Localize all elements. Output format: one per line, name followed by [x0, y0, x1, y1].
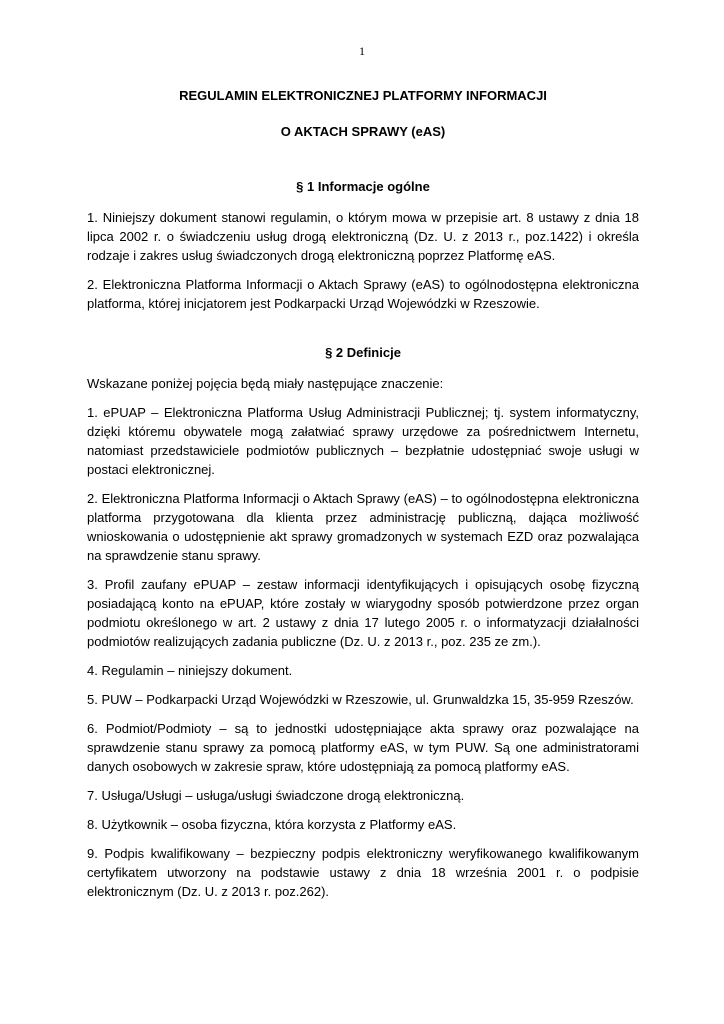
section-1-paragraph-2: 2. Elektroniczna Platforma Informacji o Aktach Sprawy (eAS) to ogólnodostępna elektroniczna platforma, której inicjatorem jest Podkarpacki Urząd Wojewódzki w Rzeszowie.: [87, 277, 639, 311]
document-title-line-1: REGULAMIN ELEKTRONICZNEJ PLATFORMY INFORMACJI: [179, 88, 547, 103]
document-title-line-2: O AKTACH SPRAWY (eAS): [280, 124, 446, 139]
definition-podmiot: 6. Podmiot/Podmioty – są to jednostki udostępniające akta sprawy oraz pozwalające na sprawdzenie stanu sprawy za pomocą platformy eAS, w tym PUW. Są one administratorami danych osobowych w zakresie spraw, które udostępniają za pomocą platformy eAS.: [87, 721, 639, 774]
definition-epuap: 1. ePUAP – Elektroniczna Platforma Usług Administracji Publicznej; tj. system informatyczny, dzięki któremu obywatele mogą załatwiać sprawy urzędowe za pośrednictwem Internetu, natomiast przedstawiciele podmiotów publicznych – bezpłatnie udostępniać swoje usługi w postaci elektronicznej.: [87, 405, 639, 477]
definition-regulamin: 4. Regulamin – niniejszy dokument.: [87, 663, 293, 678]
page-number: 1: [359, 44, 365, 58]
document-body: [87, 86, 639, 911]
definition-puw: 5. PUW – Podkarpacki Urząd Wojewódzki w Rzeszowie, ul. Grunwaldzka 15, 35-959 Rzeszów.: [87, 692, 634, 707]
definition-podpis-kwalifikowany: 9. Podpis kwalifikowany – bezpieczny podpis elektroniczny weryfikowanego kwalifikowanym certyfikatem utworzony na podstawie ustawy z dnia 18 września 2001 r. o podpisie elektronicznym (Dz. U. z 2013 r. poz.262).: [87, 846, 639, 899]
section-2-heading: § 2 Definicje: [325, 345, 401, 360]
definition-eas: 2. Elektroniczna Platforma Informacji o Aktach Sprawy (eAS) – to ogólnodostępna elektroniczna platforma przygotowana dla klienta przez administrację publiczną, dająca możliwość wnioskowania o udostępnienie akt sprawy gromadzonych w systemach EZD oraz pozwalająca na sprawdzenie stanu sprawy.: [87, 491, 639, 563]
definition-usluga: 7. Usługa/Usługi – usługa/usługi świadczone drogą elektroniczną.: [87, 788, 465, 803]
section-1-heading: § 1 Informacje ogólne: [296, 179, 430, 194]
definition-uzytkownik: 8. Użytkownik – osoba fizyczna, która korzysta z Platformy eAS.: [87, 817, 457, 832]
section-2-intro: Wskazane poniżej pojęcia będą miały następujące znaczenie:: [87, 376, 444, 391]
section-1-paragraph-1: 1. Niniejszy dokument stanowi regulamin, o którym mowa w przepisie art. 8 ustawy z dnia 18 lipca 2002 r. o świadczeniu usług drogą elektroniczną (Dz. U. z 2013 r., poz.1422) i określa rodzaje i zakres usług świadczonych drogą elektroniczną poprzez Platformę eAS.: [87, 210, 639, 263]
definition-profil-zaufany: 3. Profil zaufany ePUAP – zestaw informacji identyfikujących i opisujących osobę fizyczną posiadającą konto na ePUAP, które zostały w wiarygodny sposób potwierdzone przez organ podmiotu określonego w art. 2 ustawy z dnia 17 lutego 2005 r. o informatyzacji działalności podmiotów realizujących zadania publiczne (Dz. U. z 2013 r., poz. 235 ze zm.).: [87, 577, 639, 649]
